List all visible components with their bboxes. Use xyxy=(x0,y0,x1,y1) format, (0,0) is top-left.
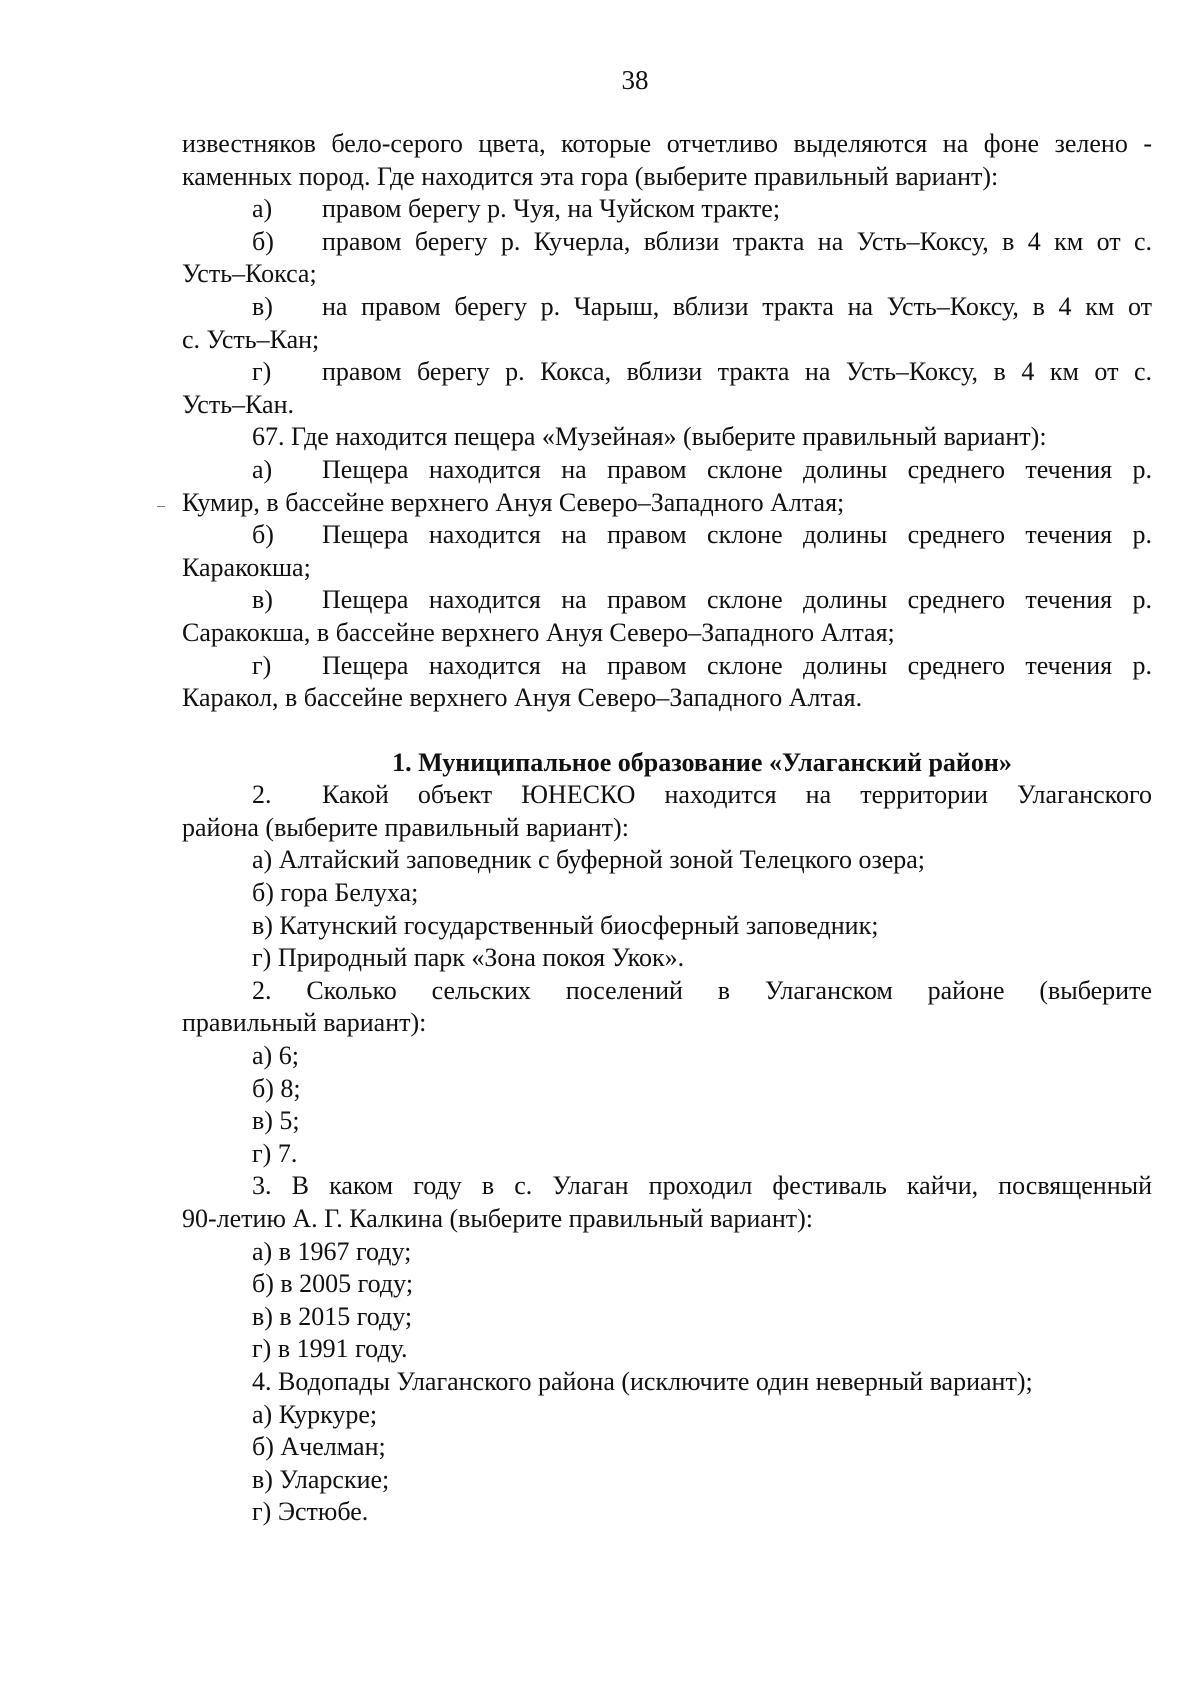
option-text: Пещера находится на правом склоне долины среднего течения р. xyxy=(322,454,1152,484)
sq4-option-a: а) Куркуре; xyxy=(252,1399,378,1429)
q66-option-b xyxy=(182,226,1152,259)
sq4-question: 4. Водопады Улаганского района (исключите один неверный вариант); xyxy=(252,1366,1033,1396)
option-text: на правом берегу р. Чарыш, вблизи тракта на Усть–Коксу, в 4 км от xyxy=(322,291,1152,321)
sq4-option-b: б) Ачелман; xyxy=(252,1432,386,1462)
q66-option-c xyxy=(182,291,1152,324)
sq2-option-b: б) 8; xyxy=(252,1073,301,1103)
option-continuation: Каракол, в бассейне верхнего Ануя Северо–Западного Алтая. xyxy=(182,683,863,713)
option-marker: г) xyxy=(252,650,272,680)
option-marker: в) xyxy=(252,291,273,321)
option-text: правом берегу р. Кучерла, вблизи тракта на Усть–Коксу, в 4 км от с. xyxy=(322,226,1152,256)
sq2-option-d: г) 7. xyxy=(252,1138,298,1168)
sq4-option-c: в) Уларские; xyxy=(252,1464,390,1494)
sq1-question xyxy=(182,779,1152,812)
question-continuation: района (выберите правильный вариант): xyxy=(182,812,629,842)
option-marker: а) xyxy=(252,454,273,484)
sq3-question: 3. В каком году в с. Улаган проходил фестиваль кайчи, посвященный xyxy=(252,1171,1152,1201)
sq3-option-b: б) в 2005 году; xyxy=(252,1269,414,1299)
question-number: 2. xyxy=(252,780,272,810)
margin-mark xyxy=(157,506,165,507)
sq1-option-b: б) гора Белуха; xyxy=(252,878,419,908)
option-continuation: с. Усть–Кан; xyxy=(182,324,320,354)
q67-option-a xyxy=(182,454,1152,487)
option-marker: б) xyxy=(252,520,274,550)
question-continuation: 90-летию А. Г. Калкина (выберите правильный вариант): xyxy=(182,1204,813,1233)
intro-line-1: известняков бело-серого цвета, которые отчетливо выделяются на фоне зелено - xyxy=(182,129,1152,158)
option-text: правом берегу р. Чуя, на Чуйском тракте; xyxy=(322,194,781,224)
option-marker: г) xyxy=(252,357,272,387)
sq1-option-d: г) Природный парк «Зона покоя Укок». xyxy=(252,943,685,973)
q67-option-c xyxy=(182,584,1152,617)
sq2-question: 2. Сколько сельских поселений в Улаганском районе (выберите xyxy=(252,975,1152,1005)
question-continuation: правильный вариант): xyxy=(182,1008,427,1038)
option-marker: в) xyxy=(252,585,273,615)
option-text: Пещера находится на правом склоне долины среднего течения р. xyxy=(322,520,1152,550)
sq3-option-c: в) в 2015 году; xyxy=(252,1301,413,1331)
option-continuation: Каракокша; xyxy=(182,552,311,582)
option-continuation: Кумир, в бассейне верхнего Ануя Северо–Западного Алтая; xyxy=(182,487,845,517)
q67-option-d xyxy=(182,650,1152,683)
sq4-option-d: г) Эстюбе. xyxy=(252,1497,369,1527)
sq3-option-a: а) в 1967 году; xyxy=(252,1236,412,1266)
q67-question: 67. Где находится пещера «Музейная» (выберите правильный вариант): xyxy=(252,422,1047,452)
sq3-option-d: г) в 1991 году. xyxy=(252,1334,408,1364)
question-text: Какой объект ЮНЕСКО находится на территории Улаганского xyxy=(322,780,1152,810)
option-continuation: Саракокша, в бассейне верхнего Ануя Северо–Западного Алтая; xyxy=(182,617,895,647)
sq1-option-c: в) Катунский государственный биосферный заповедник; xyxy=(252,910,879,940)
page-body xyxy=(182,128,1152,1529)
q66-option-a xyxy=(182,193,1152,226)
sq2-option-a: а) 6; xyxy=(252,1041,299,1071)
option-continuation: Усть–Кан. xyxy=(182,389,294,419)
option-marker: б) xyxy=(252,226,274,256)
q66-option-d xyxy=(182,356,1152,389)
option-text: правом берегу р. Кокса, вблизи тракта на Усть–Коксу, в 4 км от с. xyxy=(322,357,1152,387)
sq2-option-c: в) 5; xyxy=(252,1106,300,1136)
page-number: 38 xyxy=(621,65,649,95)
option-text: Пещера находится на правом склоне долины среднего течения р. xyxy=(322,650,1152,680)
option-marker: а) xyxy=(252,194,273,224)
option-continuation: Усть–Кокса; xyxy=(182,259,317,289)
intro-line-2: каменных пород. Где находится эта гора (выберите правильный вариант): xyxy=(182,161,999,191)
option-text: Пещера находится на правом склоне долины среднего течения р. xyxy=(322,585,1152,615)
q67-option-b xyxy=(182,519,1152,552)
section-heading: 1. Муниципальное образование «Улаганский район» xyxy=(392,747,1012,777)
sq1-option-a: а) Алтайский заповедник с буферной зоной Телецкого озера; xyxy=(252,845,926,875)
